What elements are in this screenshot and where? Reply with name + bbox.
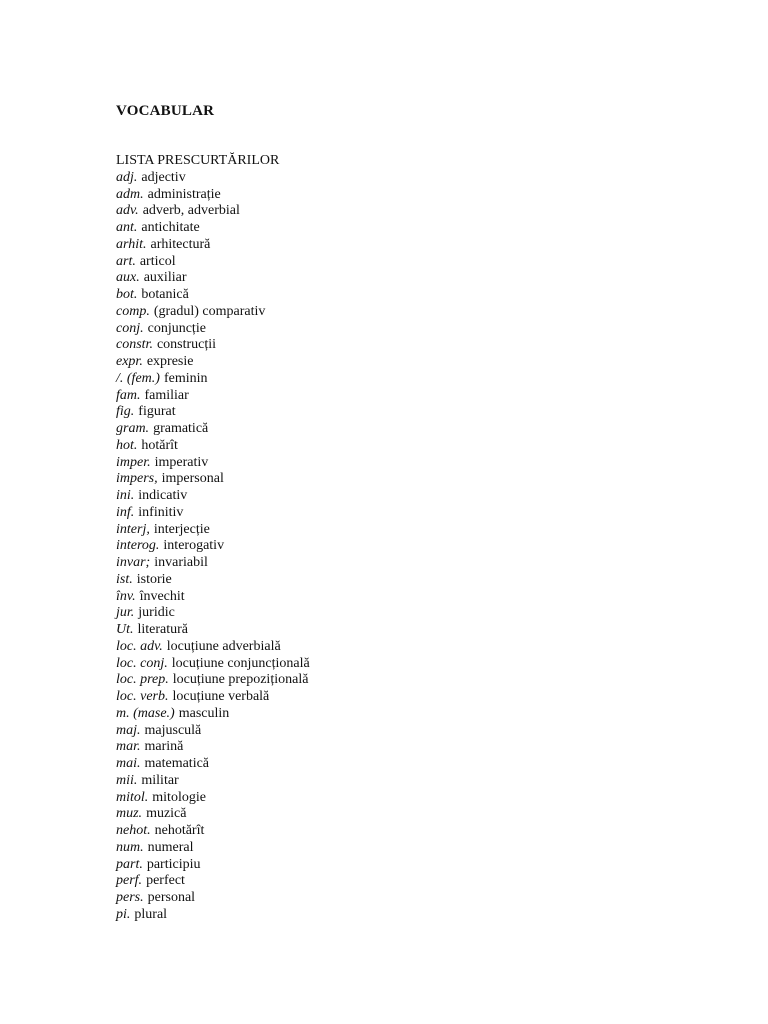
abbreviation: adm.	[116, 186, 144, 202]
abbreviation: fig.	[116, 404, 135, 420]
abbreviation-entry	[116, 187, 310, 204]
abbreviation-entry	[116, 572, 310, 589]
abbreviation-meaning: botanică	[141, 287, 189, 302]
abbreviation: loc. prep.	[116, 672, 169, 688]
abbreviation-meaning: interjecție	[153, 521, 210, 537]
abbreviation-entries	[116, 170, 310, 924]
abbreviation-meaning: interogativ	[163, 538, 225, 554]
abbreviation: bot.	[116, 287, 138, 302]
abbreviation: conj.	[116, 320, 144, 336]
abbreviation-meaning: imperativ	[154, 454, 209, 470]
abbreviation: adj.	[116, 169, 138, 185]
abbreviation-meaning: plural	[134, 906, 168, 922]
abbreviation-entry	[116, 488, 310, 505]
abbreviation: maj.	[116, 722, 141, 738]
abbreviation-meaning: indicativ	[138, 488, 188, 503]
abbreviation-entry	[116, 421, 310, 438]
abbreviation-entry	[116, 739, 310, 756]
abbreviation-meaning: figurat	[138, 404, 176, 420]
abbreviation-entry	[116, 656, 310, 673]
abbreviation: /. (fem.)	[116, 370, 160, 386]
abbreviation-meaning: invariabil	[154, 555, 208, 570]
abbreviation: comp.	[116, 303, 150, 319]
abbreviation-meaning: feminin	[163, 370, 208, 386]
abbreviation-entry	[116, 304, 310, 321]
abbreviation-meaning: masculin	[178, 705, 230, 721]
abbreviation: imper.	[116, 454, 151, 470]
abbreviation-entry	[116, 605, 310, 622]
abbreviation-meaning: locuțiune conjuncțională	[171, 655, 310, 671]
abbreviation: ist.	[116, 571, 133, 587]
abbreviation: ant.	[116, 220, 138, 235]
abbreviation: pi.	[116, 906, 131, 922]
abbreviation: fam.	[116, 387, 141, 403]
abbreviation-entry	[116, 354, 310, 371]
abbreviation: loc. conj.	[116, 655, 168, 671]
abbreviation: constr.	[116, 337, 153, 353]
abbreviation: m. (mase.)	[116, 705, 175, 721]
abbreviation-meaning: familiar	[144, 387, 189, 403]
abbreviation: impers,	[116, 471, 158, 487]
abbreviation-entry	[116, 706, 310, 723]
abbreviation-meaning: locuțiune adverbială	[166, 638, 281, 654]
abbreviation-meaning: nehotărît	[154, 823, 205, 838]
abbreviation-meaning: istorie	[136, 571, 172, 587]
abbreviation-meaning: construcții	[156, 337, 217, 353]
abbreviation-entry	[116, 170, 310, 187]
abbreviation: expr.	[116, 354, 143, 369]
abbreviation-entry	[116, 371, 310, 388]
abbreviation: adv.	[116, 203, 139, 219]
abbreviation-meaning: (gradul) comparativ	[153, 303, 266, 319]
abbreviation-meaning: adverb, adverbial	[142, 203, 240, 219]
abbreviation-meaning: majusculă	[144, 722, 202, 738]
abbreviation-meaning: locuțiune verbală	[172, 689, 270, 704]
abbreviation-meaning: antichitate	[141, 220, 200, 235]
abbreviation: part.	[116, 856, 143, 872]
abbreviation-meaning: gramatică	[153, 421, 209, 436]
abbreviation-list	[116, 153, 310, 924]
abbreviation: num.	[116, 839, 144, 855]
abbreviation: mii.	[116, 772, 138, 788]
abbreviation-meaning: locuțiune prepozițională	[172, 672, 309, 688]
abbreviation-entry	[116, 890, 310, 907]
abbreviation-meaning: militar	[141, 772, 179, 788]
abbreviation-entry	[116, 287, 310, 304]
abbreviation: art.	[116, 253, 136, 269]
abbreviation-meaning: infinitiv	[138, 504, 184, 520]
abbreviation: loc. adv.	[116, 638, 163, 654]
abbreviation-meaning: impersonal	[161, 471, 224, 487]
abbreviation-entry	[116, 672, 310, 689]
abbreviation: mar.	[116, 739, 141, 755]
abbreviation-entry	[116, 756, 310, 773]
page-title: VOCABULAR	[116, 103, 215, 119]
abbreviation-meaning: auxiliar	[143, 270, 187, 286]
abbreviation-meaning: numeral	[147, 839, 194, 855]
abbreviation-entry	[116, 589, 310, 606]
abbreviation-entry	[116, 404, 310, 421]
abbreviation-entry	[116, 790, 310, 807]
abbreviation-meaning: literatură	[137, 622, 189, 637]
abbreviation-entry	[116, 220, 310, 237]
abbreviation-entry	[116, 773, 310, 790]
abbreviation-entry	[116, 522, 310, 539]
abbreviation: jur.	[116, 605, 135, 621]
abbreviation: loc. verb.	[116, 689, 169, 704]
abbreviation-meaning: adjectiv	[141, 169, 186, 185]
abbreviation: Ut.	[116, 622, 134, 637]
abbreviation-meaning: conjuncție	[147, 320, 206, 336]
abbreviation-entry	[116, 203, 310, 220]
abbreviation-meaning: învechit	[139, 588, 185, 604]
abbreviation-entry	[116, 622, 310, 639]
abbreviation-entry	[116, 555, 310, 572]
abbreviation: perf.	[116, 873, 143, 889]
abbreviation: mitol.	[116, 789, 149, 805]
abbreviation: ini.	[116, 488, 135, 503]
abbreviation-entry	[116, 471, 310, 488]
abbreviation-meaning: muzică	[146, 806, 187, 822]
abbreviation-meaning: arhitectură	[150, 236, 211, 252]
abbreviation-entry	[116, 873, 310, 890]
abbreviation-entry	[116, 438, 310, 455]
abbreviation-entry	[116, 806, 310, 823]
abbreviation-entry	[116, 505, 310, 522]
abbreviation: arhit.	[116, 236, 147, 252]
abbreviation-entry	[116, 823, 310, 840]
abbreviation-entry	[116, 321, 310, 338]
abbreviation-meaning: hotărît	[141, 437, 178, 453]
abbreviation-entry	[116, 857, 310, 874]
abbreviation: inf.	[116, 504, 135, 520]
abbreviation-entry	[116, 538, 310, 555]
abbreviation-entry	[116, 723, 310, 740]
abbreviation: interj,	[116, 521, 150, 537]
abbreviation-entry	[116, 237, 310, 254]
abbreviation-meaning: matematică	[144, 756, 210, 771]
abbreviation: nehot.	[116, 823, 151, 838]
abbreviation: muz.	[116, 806, 143, 822]
abbreviation-entry	[116, 907, 310, 924]
abbreviation-meaning: mitologie	[152, 789, 206, 805]
abbreviation: aux.	[116, 270, 140, 286]
abbreviation-meaning: juridic	[138, 605, 175, 621]
abbreviation-entry	[116, 639, 310, 656]
abbreviation: interog.	[116, 538, 160, 554]
abbreviation-entry	[116, 689, 310, 706]
abbreviation-entry	[116, 388, 310, 405]
abbreviation: hot.	[116, 437, 138, 453]
abbreviation: pers.	[116, 890, 144, 905]
abbreviation-meaning: marină	[144, 739, 184, 755]
abbreviation-entry	[116, 270, 310, 287]
abbreviation-entry	[116, 840, 310, 857]
abbreviation-meaning: personal	[147, 890, 196, 905]
abbreviation-entry	[116, 337, 310, 354]
abbreviation-meaning: articol	[139, 253, 176, 269]
list-heading: LISTA PRESCURTĂRILOR	[116, 153, 280, 168]
abbreviation-meaning: administrație	[147, 186, 221, 202]
abbreviation-entry	[116, 254, 310, 271]
abbreviation: gram.	[116, 421, 150, 436]
abbreviation: invar;	[116, 555, 151, 570]
abbreviation-meaning: expresie	[146, 354, 194, 369]
abbreviation-meaning: participiu	[146, 856, 201, 872]
abbreviation-entry	[116, 455, 310, 472]
abbreviation-meaning: perfect	[146, 873, 185, 889]
abbreviation: înv.	[116, 588, 136, 604]
abbreviation: mai.	[116, 756, 141, 771]
